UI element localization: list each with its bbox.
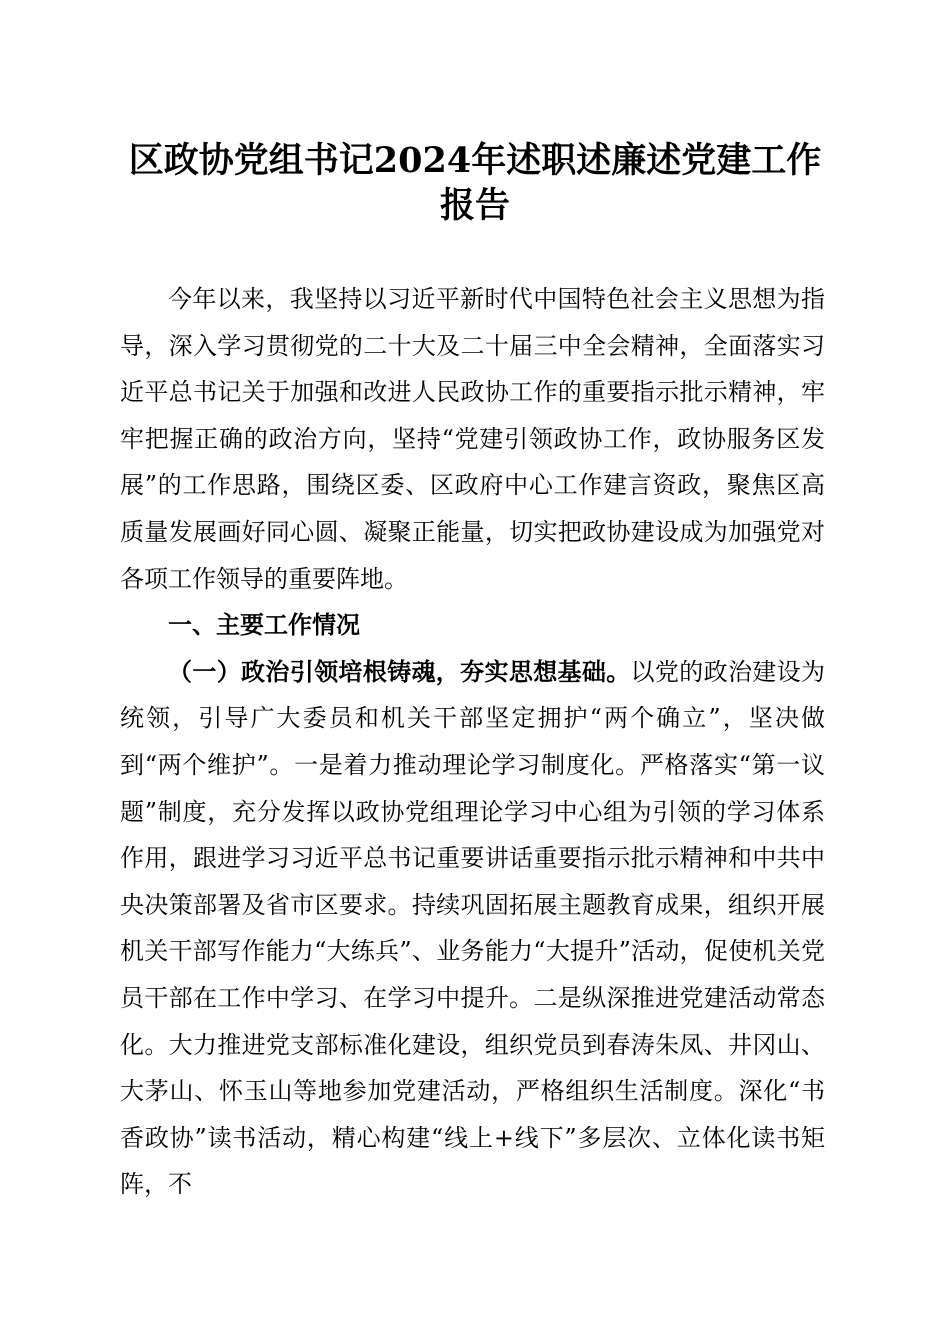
paragraph-body: 以党的政治建设为统领，引导广大委员和机关干部坚定拥护“两个确立”，坚决做到“两个维护”。一是着力推动理论学习制度化。严格落实“第一议题”制度，充分发挥以政协党组理论学习中心组为引领的学习体系作用，跟进学习习近平总书记重要讲话重要指示批示精神和中共中央决策部署及省市区要求。持续巩固拓展主题教育成果，组织开展机关干部写作能力“大练兵”、业务能力“大提升”活动，促使机关党员干部在工作中学习、在学习中提升。二是纵深推进党建活动常态化。大力推进党支部标准化建设，组织党员到春涛朱凤、井冈山、大茅山、怀玉山等地参加党建活动，严格组织生活制度。深化“书香政协”读书活动，精心构建“线上+线下”多层次、立体化读书矩阵，不 — [120, 657, 826, 1199]
document-title — [100, 138, 850, 228]
title-line-2: 报告 — [439, 185, 510, 226]
document-body — [120, 276, 825, 1208]
section-paragraph — [120, 649, 825, 1208]
section-heading: 一、主要工作情况 — [168, 611, 360, 640]
title-line-1: 区政协党组书记2024年述职述廉述党建工作 — [128, 140, 822, 181]
intro-paragraph: 今年以来，我坚持以习近平新时代中国特色社会主义思想为指导，深入学习贯彻党的二十大及二十届三中全会精神，全面落实习近平总书记关于加强和改进人民政协工作的重要指示批示精神，牢牢把握正确的政治方向，坚持“党建引领政协工作，政协服务区发展”的工作思路，围绕区委、区政府中心工作建言资政，聚焦区高质量发展画好同心圆、凝聚正能量，切实把政协建设成为加强党对各项工作领导的重要阵地。 — [120, 285, 825, 593]
paragraph-lead: （一）政治引领培根铸魂，夯实思想基础。 — [168, 656, 631, 686]
